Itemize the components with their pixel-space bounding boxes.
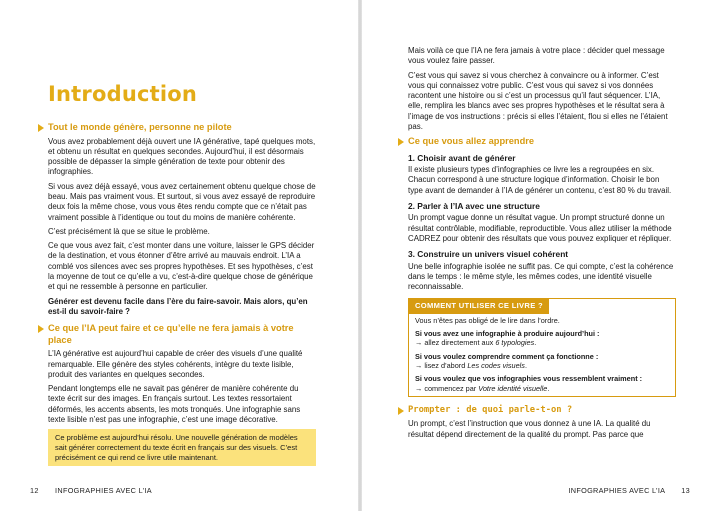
paragraph: Si vous avez déjà essayé, vous avez certainement obtenu quelque chose de beau. Mais pas vraiment vous. Et surtout, si vous avez essayé de reproduire deux fois la même chose, vous vous êtes rendu compte que ce n’était pas vraiment possible à l’identique ou tout du moins de manière cohérente. — [48, 181, 316, 222]
paragraph: Vous avez probablement déjà ouvert une IA générative, tapé quelques mots, et obtenu un résultat en quelques secondes. Aujourd’hui, il est désormais possible de dépasser la simple génération de texte pour obtenir des infographies. — [48, 136, 316, 177]
paragraph: Un prompt vague donne un résultat vague. Un prompt structuré donne un résultat contrôlable, modifiable, reproductible. Vous allez utiliser la méthode CADREZ pour obtenir des résultats que vous pouvez expliquer et répliquer. — [408, 213, 672, 243]
triangle-bullet-icon — [398, 138, 404, 146]
left-column — [48, 122, 316, 466]
page-footer-left — [30, 486, 152, 495]
triangle-bullet-icon — [38, 124, 44, 132]
right-column — [408, 46, 676, 444]
page-footer-right — [568, 486, 690, 495]
box-question: Si vous avez une infographie à produire aujourd’hui : — [415, 329, 600, 339]
page-number: 12 — [30, 486, 39, 495]
subheading: 1. Choisir avant de générer — [408, 152, 516, 163]
box-answer: → lisez d’abord Les codes visuels. — [415, 360, 527, 370]
box-intro: Vous n’êtes pas obligé de le lire dans l’ordre. — [415, 315, 560, 325]
page-title: Introduction — [48, 82, 198, 106]
triangle-bullet-icon — [398, 407, 404, 415]
section-heading-prompter: Prompter : de quoi parle-t-on ? — [408, 405, 676, 417]
section-heading-ce-que-lia-peut-faire: Ce que l’IA peut faire et ce qu’elle ne fera jamais à votre place — [48, 323, 316, 346]
how-to-use-box — [408, 298, 676, 396]
left-page — [0, 0, 358, 511]
paragraph: Ce que vous avez fait, c’est monter dans une voiture, laisser le GPS décider de la destination, et vous étonner d’être arrivé au mauvais endroit. L’IA a comblé vos silences avec ses propres hypothèses. Et ses hypothèses, c’est la moyenne de tout ce qu’elle a vu, c’est-à-dire quelque chose de générique et qui ne ressemble à personne en particulier. — [48, 241, 315, 292]
paragraph: Un prompt, c’est l’instruction que vous donnez à une IA. La qualité du résultat dépend directement de la qualité du prompt. Pas parce que — [408, 419, 651, 439]
subheading: 3. Construire un univers visuel cohérent — [408, 249, 569, 260]
box-answer: → commencez par Votre identité visuelle. — [415, 383, 550, 393]
running-title: INFOGRAPHIES AVEC L’IA — [568, 486, 665, 495]
paragraph: L’IA générative est aujourd’hui capable de créer des visuels d’une qualité remarquable. Elle génère des styles cohérents, intègre du texte lisible, produit des variantes en quelques secondes. — [48, 349, 303, 379]
box-question: Si vous voulez que vos infographies vous ressemblent vraiment : — [415, 374, 643, 384]
subheading: 2. Parler à l’IA avec une structure — [408, 201, 540, 212]
paragraph: Il existe plusieurs types d’infographies ce livre les a regroupées en six. Chacun correspond à une structure logique d’information. Choisir le bon type avant de demander à l’IA de générer un contenu, c’est 80 % du travail. — [408, 165, 672, 195]
box-body — [409, 314, 675, 396]
highlight-note: Ce problème est aujourd’hui résolu. Une nouvelle génération de modèles sait générer correctement du texte écrit en français sur des visuels. C’est précisément ce qui rend ce livre utile maintenant. — [48, 429, 316, 466]
section-heading-ce-que-vous-allez-apprendre: Ce que vous allez apprendre — [408, 136, 676, 148]
paragraph: Une belle infographie isolée ne suffit pas. Ce qui compte, c’est la cohérence dans le temps : le même style, les mêmes codes, une identité visuelle reconnaissable. — [408, 261, 674, 292]
running-title: INFOGRAPHIES AVEC L’IA — [55, 486, 152, 495]
paragraph: Mais voilà ce que l’IA ne fera jamais à votre place : décider quel message vous voulez faire passer. — [408, 46, 665, 66]
paragraph: C’est vous qui savez si vous cherchez à convaincre ou à informer. C’est vous qui connaissez votre public. C’est vous qui savez si vos données racontent une histoire ou si c’est un processus qu’il faut séquencer. L’IA, elle, remplira les blancs avec ses propres hypothèses et le résultat sera à l’image de vos instructions : précis si elles l’étaient, flou si elles ne l’étaient pas. — [408, 70, 668, 132]
right-page — [362, 0, 720, 511]
box-title: COMMENT UTILISER CE LIVRE ? — [409, 299, 549, 313]
paragraph-bold: Générer est devenu facile dans l’ère du faire-savoir. Mais alors, qu’en est-il du savoir-faire ? — [48, 296, 308, 316]
section-heading-tout-le-monde: Tout le monde génère, personne ne pilote — [48, 122, 316, 134]
paragraph: Pendant longtemps elle ne savait pas générer de manière cohérente du texte écrit sur des images. En français surtout. Les textes ressortaient déformés, les accents absents, les mots tronqués. Une infographie sans texte lisible n’est pas une infographie, c’est une image décorative. — [48, 384, 301, 425]
page-number: 13 — [681, 486, 690, 495]
triangle-bullet-icon — [38, 325, 44, 333]
box-question: Si vous voulez comprendre comment ça fonctionne : — [415, 351, 599, 361]
box-answer: → allez directement aux 6 typologies. — [415, 338, 537, 348]
paragraph: C’est précisément là que se situe le problème. — [48, 226, 210, 236]
